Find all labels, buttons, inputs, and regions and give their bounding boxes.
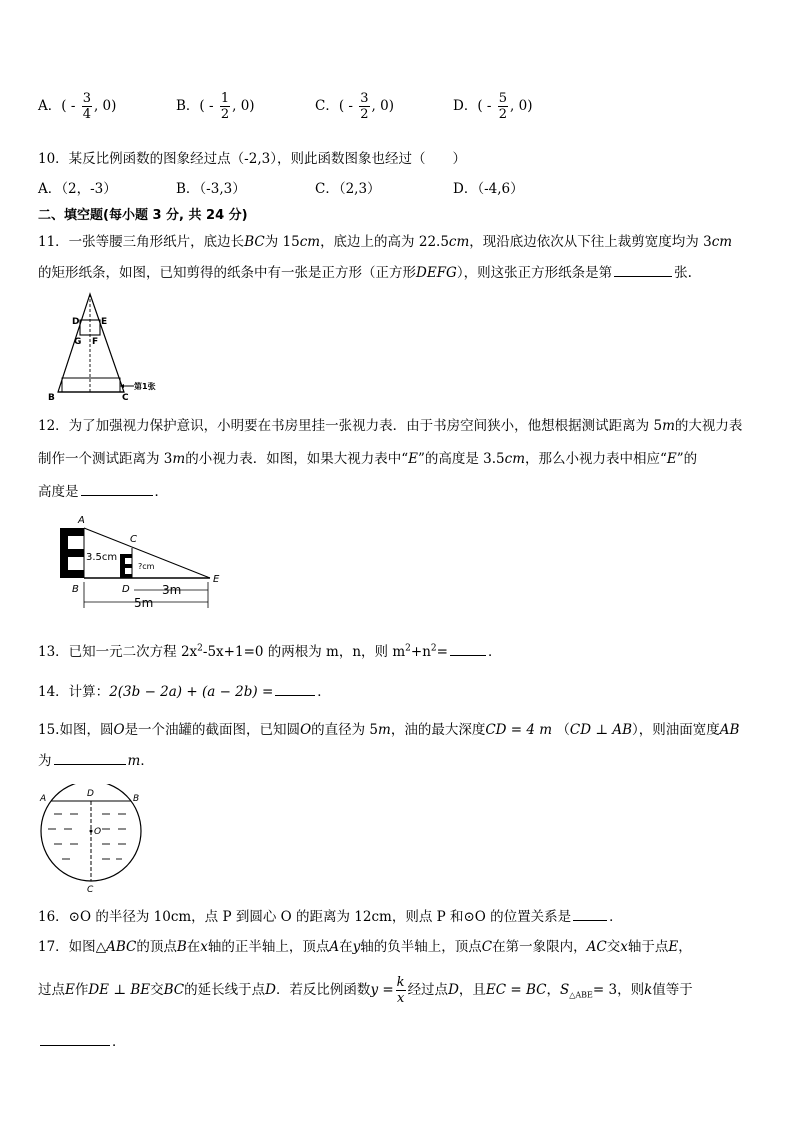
q15-label-a: A <box>40 794 47 804</box>
q11-triangle-figure <box>38 290 168 405</box>
q15-answer-blank[interactable] <box>54 763 126 765</box>
q12-label-e: E <box>213 574 220 585</box>
q15-label-d: D <box>87 789 94 799</box>
q12-answer-blank[interactable] <box>81 494 153 496</box>
q15-label-o: O <box>94 827 102 837</box>
q14-answer-blank[interactable] <box>275 694 315 696</box>
q12-big-e <box>60 528 84 578</box>
q9-option-c: C．( - $\frac{3}{2}$ , 0) <box>315 91 394 122</box>
q11-label-d: D <box>72 317 80 327</box>
q11-label-b: B <box>48 393 55 403</box>
q10-stem: 10．某反比例函数的图象经过点（-2,3），则此函数图象也经过（ ） <box>38 151 466 167</box>
q12-small-height: ?cm <box>138 562 155 571</box>
q17-line3: ． <box>38 1030 126 1050</box>
q14: 14．计算：2(3b − 2a) + (a − 2b) = ． <box>38 684 331 700</box>
q12-line2: 制作一个测试距离为 3m的小视力表．如图，如果大视力表中“E”的高度是 3.5cm，那么小视力表中相应“E”的 <box>38 451 698 467</box>
q12-label-d: D <box>122 584 130 595</box>
q11-line1: 11．一张等腰三角形纸片，底边长BC为 15cm，底边上的高为 22.5cm，现沿底边依次从下往上裁剪宽度均为 3cm <box>38 234 733 250</box>
q11-label-f: F <box>92 337 99 347</box>
q15-label-c: C <box>87 885 94 894</box>
q12-small-e <box>120 554 132 578</box>
q11-strip-1 <box>62 378 120 392</box>
q11-label-g: G <box>74 337 82 347</box>
q11-strip-note: 第1张 <box>134 382 156 391</box>
q12-label-a: A <box>78 515 85 526</box>
q11-triangle <box>58 294 124 392</box>
q13-answer-blank[interactable] <box>450 654 486 656</box>
q10-option-c: C．（2,3） <box>315 181 381 197</box>
section-title: 二、填空题(每小题 3 分, 共 24 分) <box>38 208 248 223</box>
q12-big-height: 3.5cm <box>86 552 118 563</box>
q12-label-b: B <box>72 584 79 595</box>
q16-answer-blank[interactable] <box>573 919 607 921</box>
q12-label-c: C <box>130 534 137 545</box>
q12-distance-5m: 5m <box>134 596 154 610</box>
q17-line2: 过点E作DE ⊥ BE交BC的延长线于点D．若反比例函数y = $\frac{k}{x}$ 经过点D，且EC = BC，$S_{\triangle ABE}= 3$，则k值等于 <box>38 975 693 1006</box>
q15-line1: 15.如图，圆O是一个油罐的截面图，已知圆O的直径为 5m，油的最大深度CD = 4 m （CD ⊥ AB），则油面宽度AB <box>38 722 740 738</box>
q11-square-defg <box>80 320 100 335</box>
q16: 16．⊙O 的半径为 10cm，点 P 到圆心 O 的距离为 12cm，则点 P 和⊙O 的位置关系是 ． <box>38 909 623 925</box>
q9-option-a: A．( - $\frac{3}{4}$ , 0) <box>38 91 117 122</box>
q11-answer-blank[interactable] <box>614 275 672 277</box>
q12-eye-chart-figure <box>50 510 240 615</box>
q10-option-b: B．（-3,3） <box>176 181 246 197</box>
q12-line1: 12．为了加强视力保护意识，小明要在书房里挂一张视力表．由于书房空间狭小，他想根据测试距离为 5m的大视力表 <box>38 418 743 434</box>
q11-line2: 的矩形纸条，如图，已知剪得的纸条中有一张是正方形（正方形DEFG），则这张正方形纸条是第 张. <box>38 265 692 281</box>
q17-answer-blank[interactable] <box>40 1044 110 1046</box>
q10-option-d: D．（-4,6） <box>453 181 524 197</box>
q15-oil-dashes <box>48 814 126 859</box>
q9-option-d: D．( - $\frac{5}{2}$ , 0) <box>453 91 533 122</box>
q10-option-a: A．（2，-3） <box>38 181 117 197</box>
q15-tank-figure <box>34 784 150 894</box>
q17-line1: 17．如图△ABC的顶点B在x轴的正半轴上，顶点A在y轴的负半轴上，顶点C在第一象限内，AC交x轴于点E， <box>38 939 692 955</box>
q11-label-c: C <box>122 393 129 403</box>
q9-option-b: B．( - $\frac{1}{2}$ , 0) <box>176 91 255 122</box>
q12-distance-3m: 3m <box>162 583 182 597</box>
q13: 13．已知一元二次方程 $2x^2-5x+1=0$ 的两根为 m，n，则 $m^2+n^2=$ ． <box>38 643 502 660</box>
q12-line3: 高度是 ． <box>38 484 168 500</box>
q15-label-b: B <box>133 794 140 804</box>
q11-label-e: E <box>101 317 108 327</box>
q15-line2: 为 m． <box>38 753 154 769</box>
